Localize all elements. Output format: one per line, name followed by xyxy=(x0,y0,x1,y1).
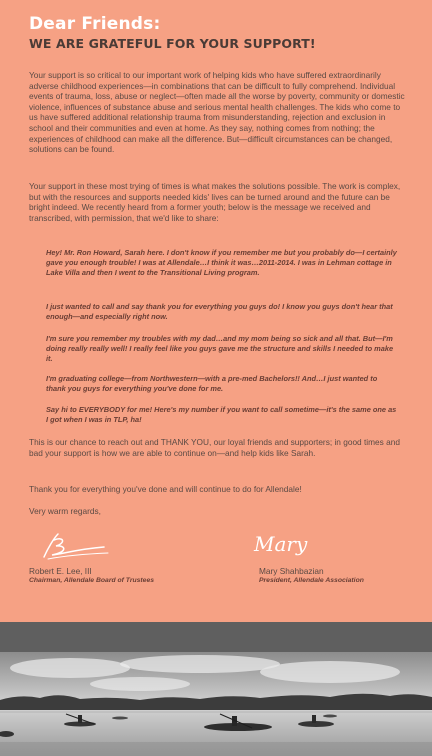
signature-left-image xyxy=(38,530,110,562)
kayak-lake-photo xyxy=(0,652,432,756)
paragraph-closing: Thank you for everything you've done and will continue to do for Allendale! xyxy=(29,484,302,494)
gray-divider-band xyxy=(0,622,432,652)
signature-name-left: Robert E. Lee, III xyxy=(29,566,92,576)
quote-1: Hey! Mr. Ron Howard, Sarah here. I don't know if you remember me but you probably do—I certainly gave you enough trouble! I was at Allendale…I think it was…2011-2014. I was in Lehman cottage in Lake Villa and then I went to the Transitional Living program. xyxy=(46,248,397,278)
paragraph-thank-you: This is our chance to reach out and THANK YOU, our loyal friends and supporters; in good times and bad your support is how we are able to continue on—and help kids like Sarah. xyxy=(29,437,400,458)
quote-5: Say hi to EVERYBODY for me! Here's my number if you want to call sometime—it's the same one as I got when I was in TLP, ha! xyxy=(46,405,397,425)
paragraph-support: Your support in these most trying of times is what makes the solutions possible. The work is complex, but with the resources and supports needed kids' lives can be turned around and the future can be bright indeed. We recently heard from a former youth; below is the message we received and transcribed, with permission, that we'd like to share: xyxy=(29,181,401,223)
sign-off: Very warm regards, xyxy=(29,506,101,516)
paragraph-intro: Your support is so critical to our important work of helping kids who have suffered extraordinarily adverse childhood experiences—in combinations that can be difficult to fully comprehend. Individual events of trauma, loss, abuse or neglect—often made all the worse by poverty, community or domestic violence, influences of substance abuse and serious mental health challenges. The kids who come to us have suffered additional relationship trauma from misunderstanding, rejection and exclusion in school and their communities and even at home. As they say, nothing comes from nothing; the experiences of childhood can make all the difference. But—difficult circumstances can be changed, solutions can be found. xyxy=(29,70,405,155)
signature-title-left: Chairman, Allendale Board of Trustees xyxy=(29,577,155,584)
quote-4: I'm graduating college—from Northwestern—with a pre-med Bachelors!! And…I just wanted to thank you guys for everything you've done for me. xyxy=(46,374,378,394)
quote-3: I'm sure you remember my troubles with my dad…and my mom being so sick and all that. But—I'm doing really really well! I really feel like you guys gave me the structure and skills I needed to make it. xyxy=(46,334,394,364)
signature-title-right: President, Allendale Association xyxy=(259,577,364,584)
signature-right-image xyxy=(252,528,312,560)
salutation: Dear Friends: xyxy=(29,14,161,34)
signature-name-right: Mary Shahbazian xyxy=(259,566,324,576)
signature-script-text: Mary xyxy=(254,532,308,556)
quote-2: I just wanted to call and say thank you for everything you guys do! I know you guys don't hear that enough—and especially right now. xyxy=(46,302,393,322)
headline: WE ARE GRATEFUL FOR YOUR SUPPORT! xyxy=(29,36,316,51)
